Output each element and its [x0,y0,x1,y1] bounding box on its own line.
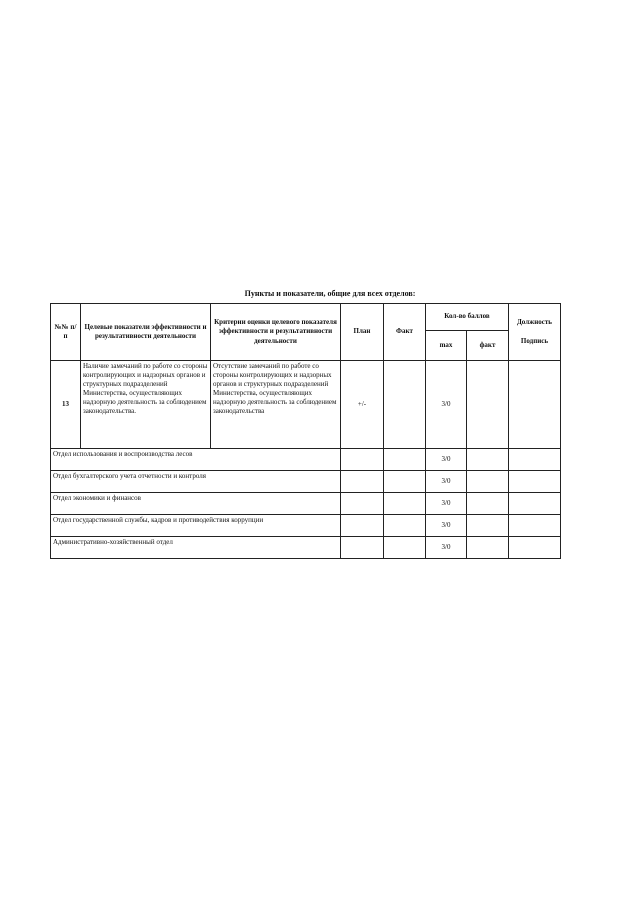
department-position [509,449,561,471]
department-plan [341,537,384,559]
row-plan: +/- [341,361,384,449]
row-position [509,361,561,449]
row-number: 13 [51,361,81,449]
department-points-fact [467,493,509,515]
department-fact [384,537,426,559]
header-row [51,304,561,331]
indicators-table [50,303,561,559]
department-name: Отдел использования и воспроизводства лесов [51,449,341,471]
department-position [509,515,561,537]
table-row [51,537,561,559]
department-name: Отдел бухгалтерского учета отчетности и контроля [51,471,341,493]
document-title: Пункты и показатели, общие для всех отделов: [244,289,416,298]
header-signature: Подпись [520,337,549,345]
department-plan [341,449,384,471]
department-max: 3/0 [426,493,467,515]
department-position [509,493,561,515]
table-row [51,471,561,493]
header-indicators: Целевые показатели эффективности и результативности деятельности [81,304,211,361]
header-fact: Факт [384,304,426,361]
table-row [51,449,561,471]
row-max: 3/0 [426,361,467,449]
department-fact [384,493,426,515]
table-row [51,361,561,449]
department-points-fact [467,449,509,471]
header-criteria: Критерии оценки целевого показателя эффективности и результативности деятельности [211,304,341,361]
header-position: Должность [516,317,552,326]
department-plan [341,493,384,515]
row-criterion: Отсутствие замечаний по работе со стороны контролирующих и надзорных органов и структурных подразделений Министерства, осуществляющих надзорную деятельность за соблюдением законодательства [211,361,341,449]
row-points-fact [467,361,509,449]
header-points: Кол-во баллов [426,304,509,331]
header-number: №№ п/п [51,304,81,361]
table-row [51,493,561,515]
department-name: Отдел экономики и финансов [51,493,341,515]
department-points-fact [467,515,509,537]
row-indicator: Наличие замечаний по работе со стороны контролирующих и надзорных органов и структурных подразделений Министерства, осуществляющих надзорную деятельность за соблюдением законодательства. [81,361,211,449]
department-max: 3/0 [426,449,467,471]
department-points-fact [467,471,509,493]
department-name: Отдел государственной службы, кадров и противодействия коррупции [51,515,341,537]
row-fact [384,361,426,449]
department-max: 3/0 [426,537,467,559]
department-fact [384,471,426,493]
table-row [51,515,561,537]
department-max: 3/0 [426,471,467,493]
department-name: Административно-хозяйственный отдел [51,537,341,559]
department-points-fact [467,537,509,559]
department-position [509,471,561,493]
header-plan: План [341,304,384,361]
header-points-max: max [426,331,467,361]
header-points-fact: факт [467,331,509,361]
department-plan [341,515,384,537]
department-fact [384,515,426,537]
header-position-signature [509,304,561,361]
department-max: 3/0 [426,515,467,537]
department-plan [341,471,384,493]
department-fact [384,449,426,471]
department-position [509,537,561,559]
